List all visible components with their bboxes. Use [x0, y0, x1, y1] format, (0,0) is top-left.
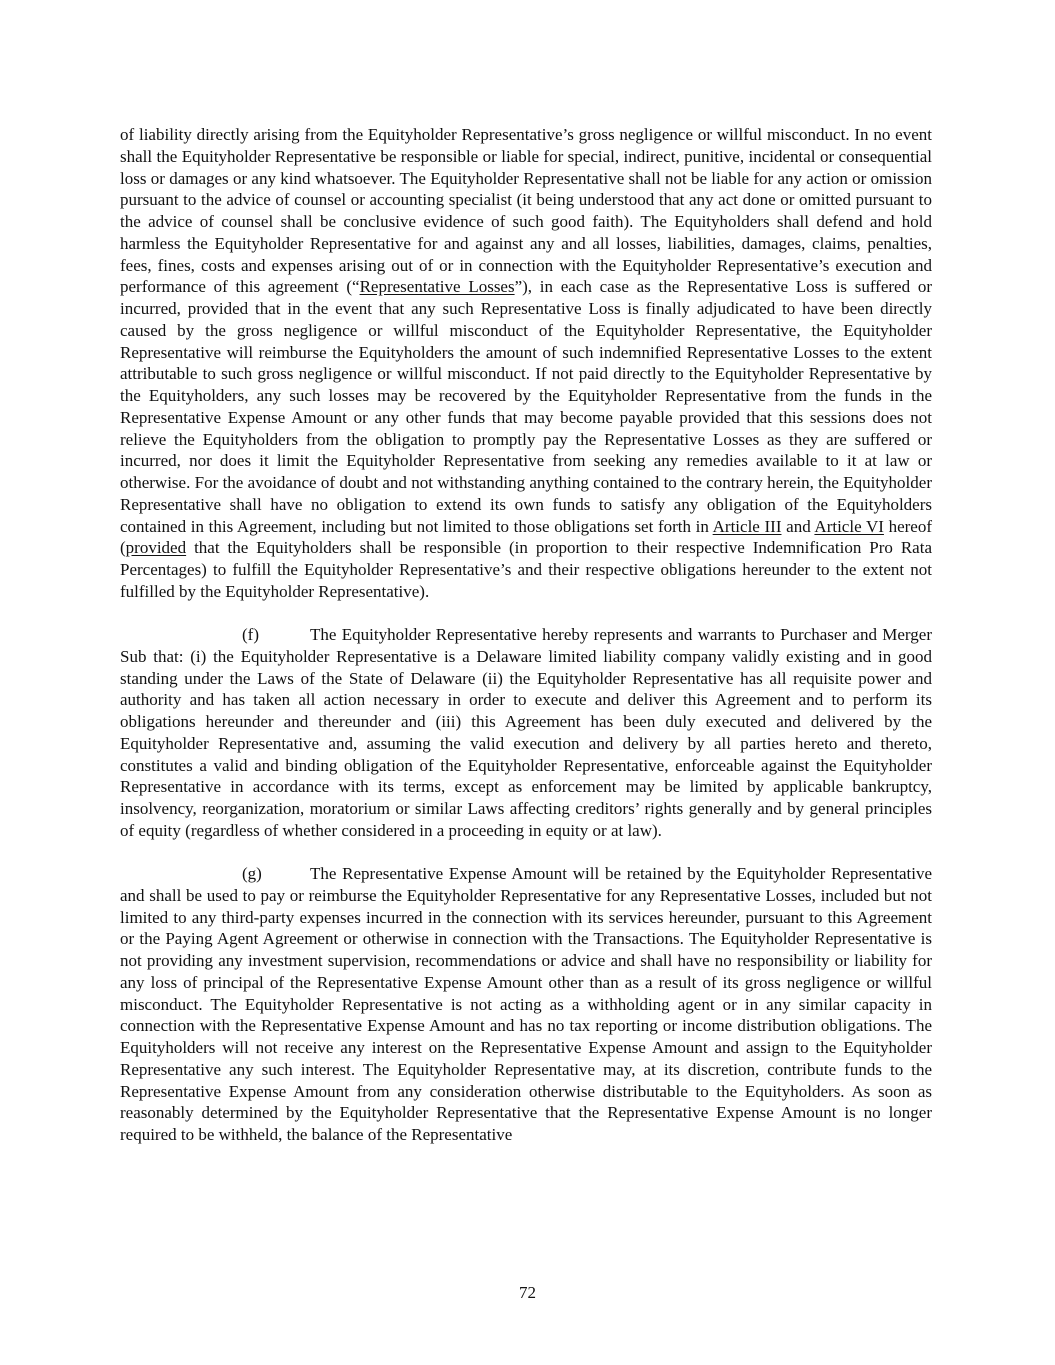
paragraph-text: The Representative Expense Amount will be retained by the Equityholder Representative and shall be used to pay or reimburse the Equityholder Representative for any Representative Losses, included but not limited to any third-party expenses incurred in the connection with its services hereunder, pursuant to this Agreement or the Paying Agent Agreement or otherwise in connection with the Transactions. The Equityholder Representative is not providing any investment supervision, recommendations or advice and shall have no responsibility or liability for any loss of principal of the Representative Expense Amount other than as a result of its gross negligence or willful misconduct. The Equityholder Representative is not acting as a withholding agent or in any similar capacity in connection with the Representative Expense Amount and has no tax reporting or income distribution obligations. The Equityholders will not receive any interest on the Representative Expense Amount and assign to the Equityholder Representative any such interest. The Equityholder Representative may, at its discretion, contribute funds to the Representative Expense Amount from any consideration otherwise distributable to the Equityholders. As soon as reasonably determined by the Equityholder Representative that the Representative Expense Amount is no longer required to be withheld, the balance of the Representative	[120, 864, 932, 1144]
article-reference: Article VI	[814, 516, 884, 536]
paragraph-text: ”), in each case as the Representative Loss is suffered or incurred, provided that in the event that any such Representative Loss is finally adjudicated to have been directly caused by the gross negligence or willful misconduct of the Equityholder Representative, the Equityholder Representative will reimburse the Equityholders the amount of such indemnified Representative Losses to the extent attributable to such gross negligence or willful misconduct. If not paid directly to the Equityholder Representative by the Equityholders, any such losses may be recovered by the Equityholder Representative from the funds in the Representative Expense Amount or any other funds that may become payable provided that this sessions does not relieve the Equityholders from the obligation to promptly pay the Representative Losses as they are suffered or incurred, nor does it limit the Equityholder Representative from seeking any remedies available to it at law or otherwise. For the avoidance of doubt and not withstanding anything contained to the contrary herein, the Equityholder Representative shall have no obligation to extend its own funds to satisfy any obligation of the Equityholders contained in this Agreement, including but not limited to those obligations set forth in	[120, 277, 932, 536]
paragraph-enumerator: (g)	[242, 864, 262, 883]
paragraph-text: that the Equityholders shall be responsible (in proportion to their respective Indemnification Pro Rata Percentages) to fulfill the Equityholder Representative’s and their respective obligations hereunder to the extent not fulfilled by the Equityholder Representative).	[120, 538, 932, 601]
paragraph-enumerator: (f)	[242, 625, 259, 644]
page-number: 72	[519, 1283, 536, 1302]
paragraph-text: hereof (	[120, 516, 932, 558]
paragraph-text: The Equityholder Representative hereby represents and warrants to Purchaser and Merger Sub that: (i) the Equityholder Representative is a Delaware limited liability company validly existing and in good standing under the Laws of the State of Delaware (ii) the Equityholder Representative has all requisite power and authority and has taken all action necessary in order to execute and deliver this Agreement and to perform its obligations hereunder and thereunder and (iii) this Agreement has been duly executed and delivered by the Equityholder Representative and, assuming the valid execution and delivery by all parties hereto and thereto, constitutes a valid and binding obligation of the Equityholder Representative, enforceable against the Equityholder Representative in accordance with its terms, except as enforcement may be limited by applicable bankruptcy, insolvency, reorganization, moratorium or similar Laws affecting creditors’ rights generally and by general principles of equity (regardless of whether considered in a proceeding in equity or at law).	[120, 625, 932, 840]
article-reference: Article III	[712, 516, 782, 536]
paragraph-text: of liability directly arising from the Equityholder Representative’s gross negligence or willful misconduct. In no event shall the Equityholder Representative be responsible or liable for special, indirect, punitive, incidental or consequential loss or damages or any kind whatsoever. The Equityholder Representative shall not be liable for any action or omission pursuant to the advice of counsel or accounting specialist (it being understood that any act done or omitted pursuant to the advice of counsel shall be conclusive evidence of such good faith). The Equityholders shall defend and hold harmless the Equityholder Representative for and against any and all losses, liabilities, damages, claims, penalties, fees, fines, costs and expenses arising out of or in connection with the Equityholder Representative’s execution and performance of this agreement (“	[120, 125, 932, 297]
paragraph-g	[120, 863, 932, 1146]
defined-term: Representative Losses	[359, 277, 515, 297]
paragraph-continued	[120, 124, 932, 603]
paragraph-f	[120, 624, 932, 842]
proviso-term: provided	[125, 538, 187, 558]
document-body	[120, 124, 932, 1146]
paragraph-text: and	[781, 516, 815, 536]
